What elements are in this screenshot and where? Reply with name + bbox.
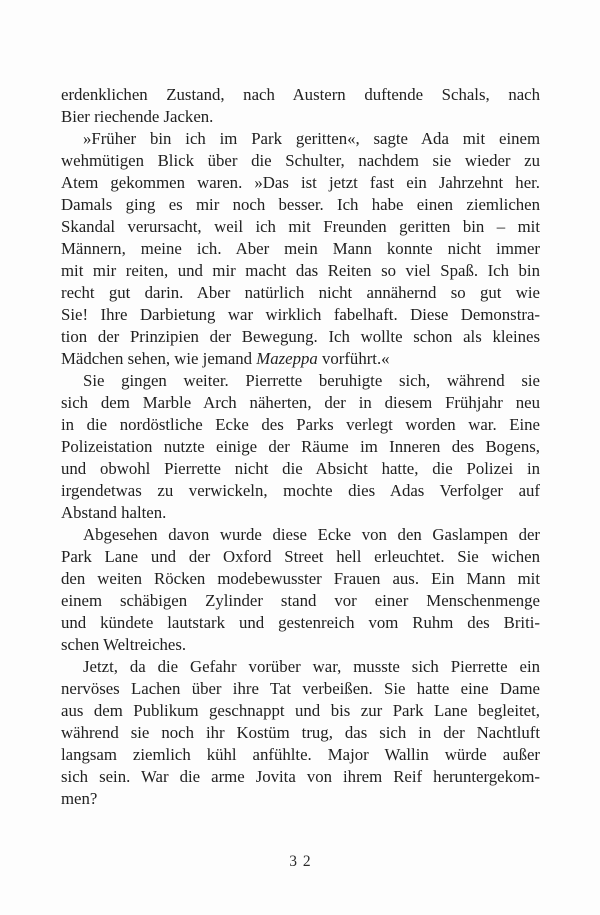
text-line: Mädchen sehen, wie jemand Mazeppa vorführt.« — [61, 349, 390, 368]
paragraph — [61, 128, 540, 370]
text-line: Abgesehen davon wurde diese Ecke von den Gaslampen der — [83, 525, 540, 544]
text-line: Männern, meine ich. Aber mein Mann konnte nicht immer — [61, 239, 540, 258]
page-number: 32 — [289, 853, 317, 870]
text-block — [61, 84, 540, 810]
text-line: Sie! Ihre Darbietung war wirklich fabelhaft. Diese Demonstra- — [61, 305, 540, 324]
text-line: Bier riechende Jacken. — [61, 107, 214, 126]
text-line: nervöses Lachen über ihre Tat verbeißen. Sie hatte eine Dame — [61, 679, 540, 698]
text-line: mit mir reiten, und mir macht das Reiten so viel Spaß. Ich bin — [61, 261, 540, 280]
text-line: einem schäbigen Zylinder stand vor einer Menschenmenge — [61, 591, 540, 610]
paragraph — [61, 524, 540, 656]
text-line: aus dem Publikum geschnappt und bis zur Park Lane begleitet, — [61, 701, 540, 720]
text-line: und obwohl Pierrette nicht die Absicht hatte, die Polizei in — [61, 459, 540, 478]
text-line: den weiten Röcken modebewusster Frauen aus. Ein Mann mit — [61, 569, 540, 588]
text-line: während sie noch ihr Kostüm trug, das sich in der Nachtluft — [61, 723, 540, 742]
text-line: men? — [61, 789, 98, 808]
text-line: Polizeistation nutzte einige der Räume im Inneren des Bogens, — [61, 437, 540, 456]
text-line: in die nordöstliche Ecke des Parks verlegt worden war. Eine — [61, 415, 540, 434]
text-line: Park Lane und der Oxford Street hell erleuchtet. Sie wichen — [61, 547, 540, 566]
text-line: Sie gingen weiter. Pierrette beruhigte sich, während sie — [83, 371, 540, 390]
text-line: sich dem Marble Arch näherten, der in diesem Frühjahr neu — [61, 393, 540, 412]
text-line: »Früher bin ich im Park geritten«, sagte Ada mit einem — [83, 129, 540, 148]
text-line: Abstand halten. — [61, 503, 167, 522]
text-line: sich sein. War die arme Jovita von ihrem Reif heruntergekom- — [61, 767, 540, 786]
text-line: Atem gekommen waren. »Das ist jetzt fast ein Jahrzehnt her. — [61, 173, 540, 192]
text-line: tion der Prinzipien der Bewegung. Ich wollte schon als kleines — [61, 327, 540, 346]
text-line: irgendetwas zu verwickeln, mochte dies Adas Verfolger auf — [61, 481, 540, 500]
text-line: Skandal verursacht, weil ich mit Freunden geritten bin – mit — [61, 217, 540, 236]
text-line: langsam ziemlich kühl anfühlte. Major Wallin würde außer — [61, 745, 540, 764]
paragraph — [61, 84, 540, 128]
text-line: Jetzt, da die Gefahr vorüber war, musste sich Pierrette ein — [83, 657, 540, 676]
paragraph — [61, 656, 540, 810]
text-line: wehmütigen Blick über die Schulter, nachdem sie wieder zu — [61, 151, 540, 170]
text-line: Damals ging es mir noch besser. Ich habe einen ziemlichen — [61, 195, 540, 214]
text-line: und kündete lautstark und gestenreich vom Ruhm des Briti- — [61, 613, 540, 632]
text-line: erdenklichen Zustand, nach Austern duftende Schals, nach — [61, 85, 540, 104]
paragraph — [61, 370, 540, 524]
text-line: schen Weltreiches. — [61, 635, 187, 654]
text-line: recht gut darin. Aber natürlich nicht annähernd so gut wie — [61, 283, 540, 302]
